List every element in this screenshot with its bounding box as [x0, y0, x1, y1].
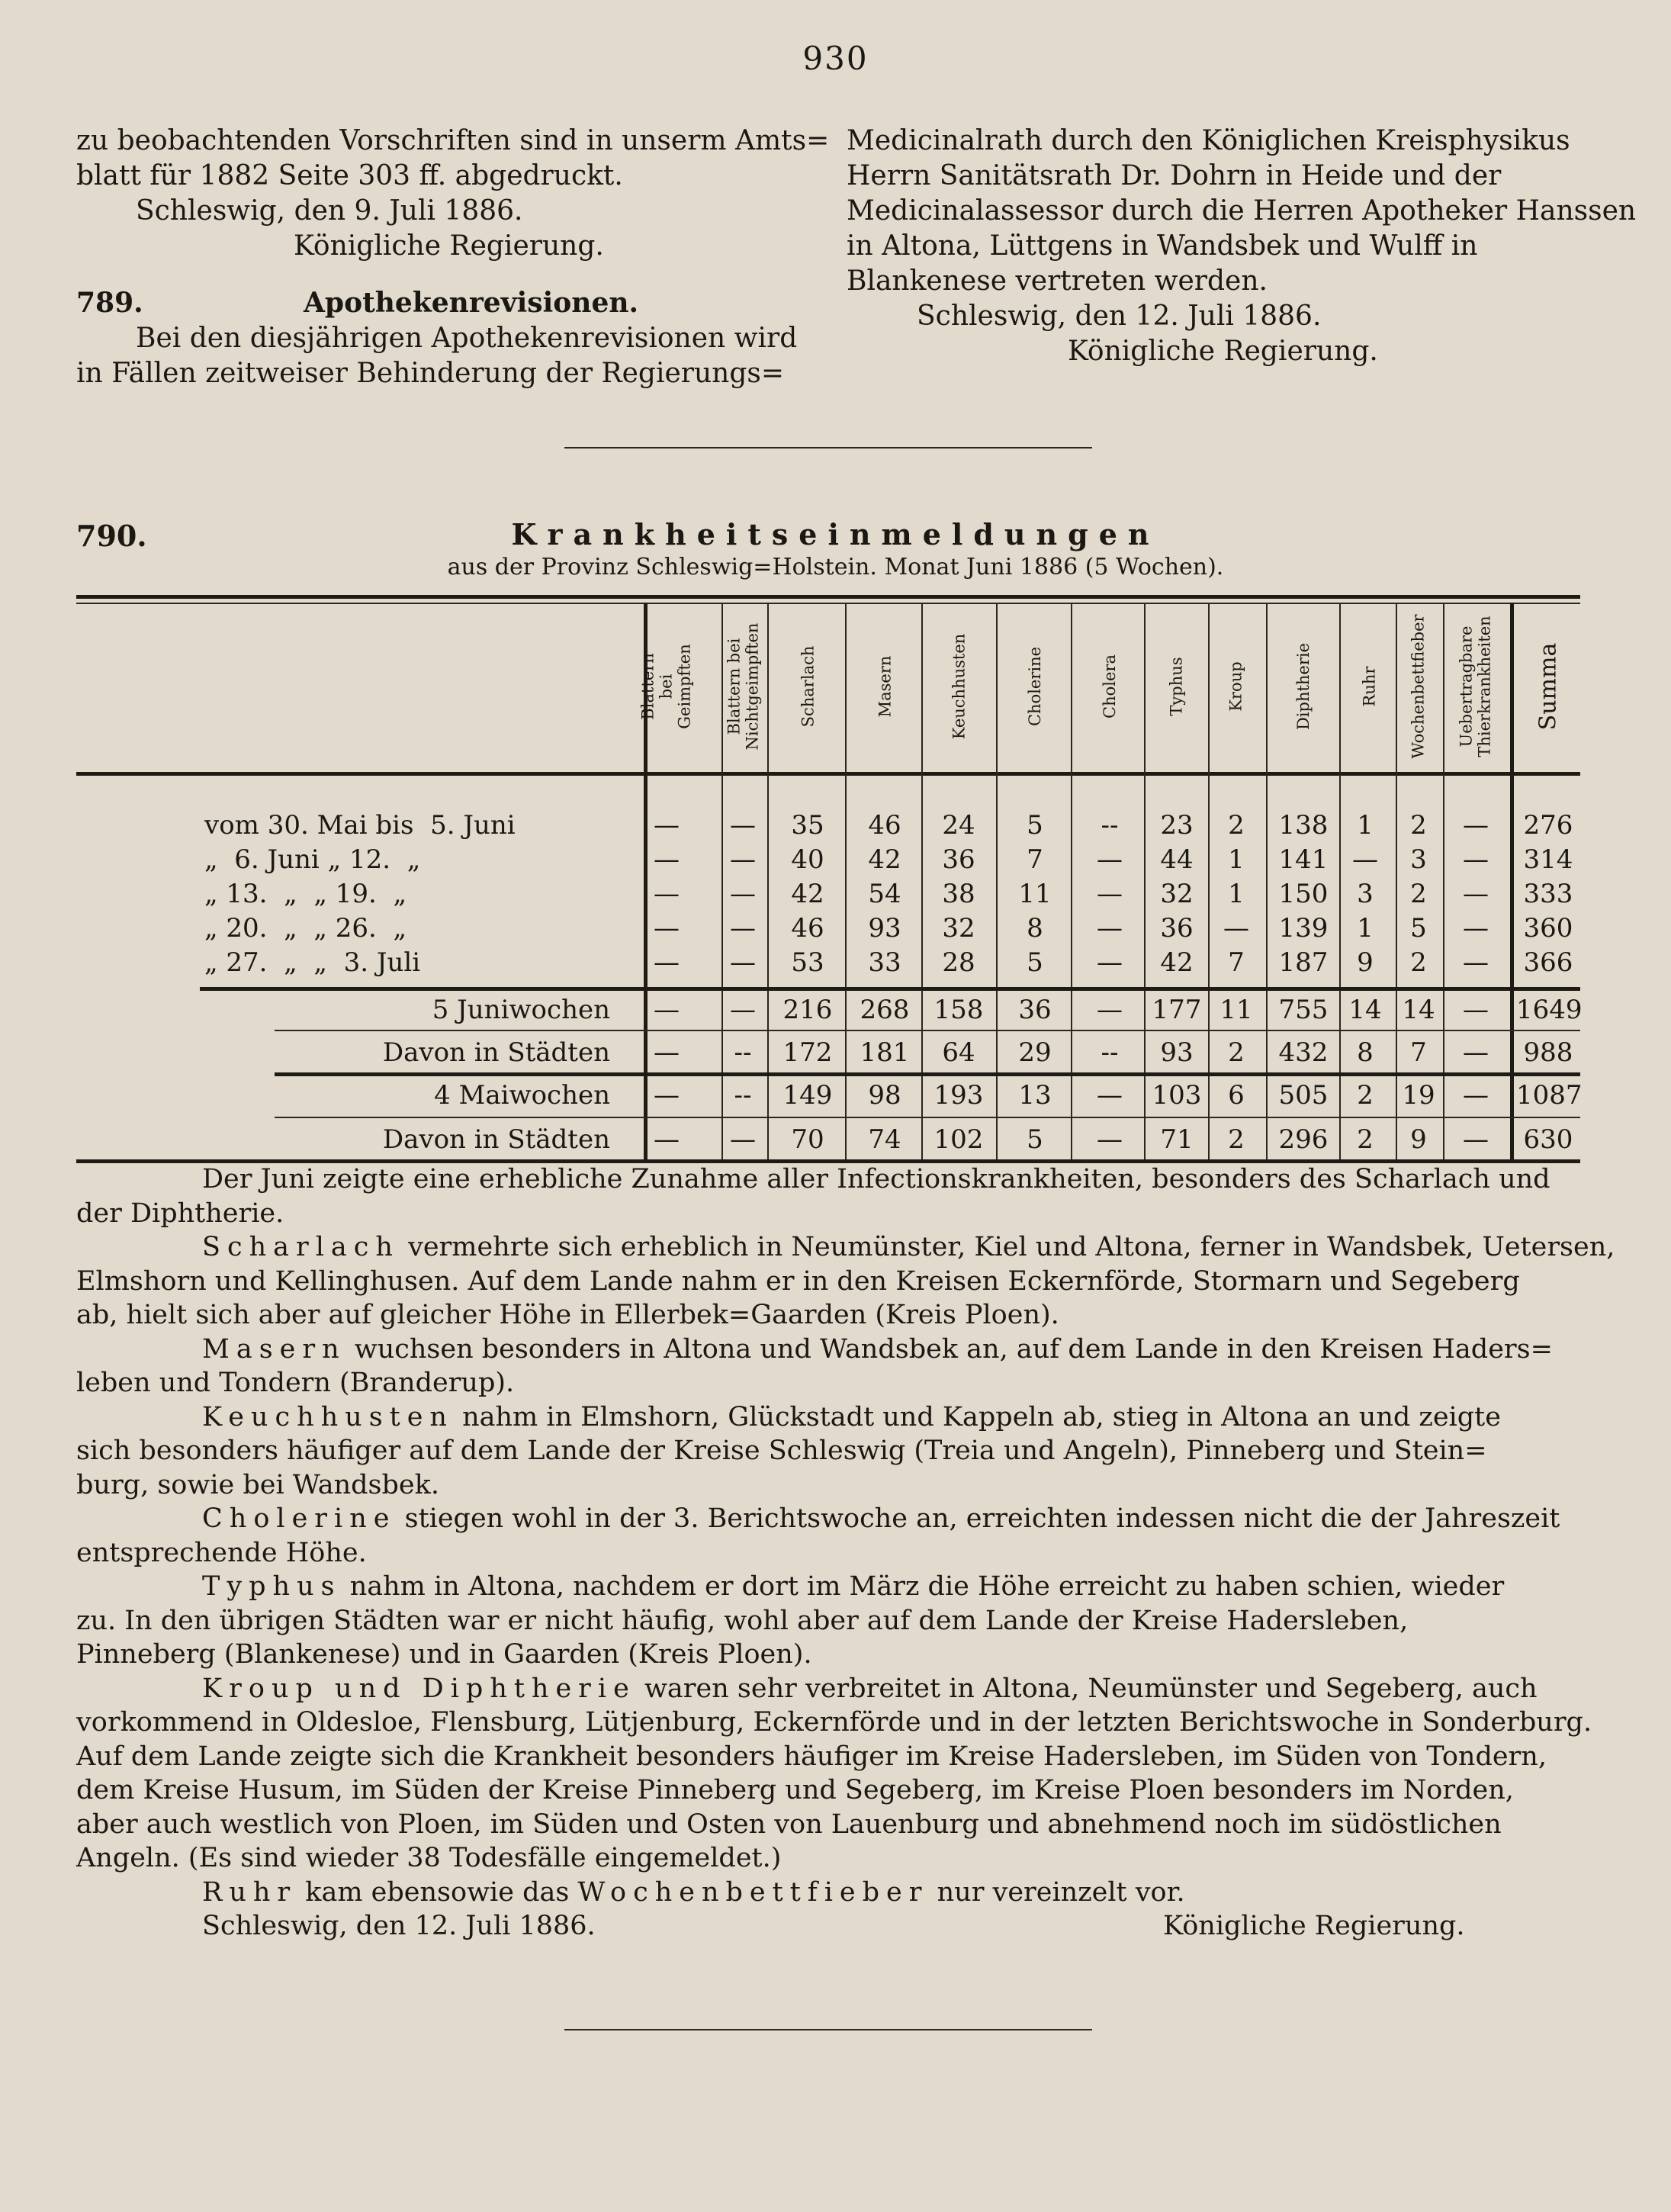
- closing-signature: Königliche Regierung.: [1163, 1911, 1465, 1941]
- table-cell: 1087: [1516, 1080, 1583, 1111]
- report-p5-line-1: [76, 1502, 1602, 1536]
- table-cell: 2: [1410, 879, 1427, 909]
- report-p2-line-1: [76, 1230, 1615, 1265]
- table-cell: —: [654, 810, 680, 841]
- right-line-4: in Altona, Lüttgens in Wandsbek und Wulff in: [847, 230, 1478, 262]
- table-cell: —: [654, 844, 680, 875]
- report-p6-line-2: zu. In den übrigen Städten war er nicht häufig, wohl aber auf dem Lande der Kreise Hadersleben,: [76, 1605, 1409, 1636]
- header-blattern-nichtgeimpft: [721, 610, 764, 763]
- table-cell: —: [654, 1080, 680, 1111]
- table-cell: 2: [1410, 810, 1427, 841]
- report-closing: [76, 1909, 1602, 1944]
- table-cell: —: [1223, 913, 1249, 944]
- table-cell: 187: [1278, 947, 1329, 978]
- right-line-2: Herrn Sanitätsrath Dr. Dohrn in Heide und der: [847, 160, 1502, 191]
- left-line-4: Königliche Regierung.: [294, 230, 604, 262]
- table-cell: 141: [1278, 844, 1329, 875]
- table-cell: 7: [1027, 844, 1043, 875]
- header-label-6: Cholera: [1100, 654, 1119, 719]
- table-cell: —: [1463, 913, 1489, 944]
- table-cell: 53: [791, 947, 824, 978]
- header-diphtherie: [1269, 610, 1338, 763]
- left-column: [76, 124, 830, 391]
- section-789-number: 789.: [76, 287, 143, 319]
- table-cell: 40: [791, 844, 824, 875]
- table-cell: 38: [942, 879, 975, 909]
- table-cell: 24: [942, 810, 975, 841]
- header-label-10: Ruhr: [1360, 666, 1378, 707]
- table-cell: 70: [791, 1124, 824, 1155]
- term-kroup: Kroup: [202, 1673, 320, 1704]
- header-wochenbettfieber: [1396, 610, 1441, 763]
- report-p4-line-2: sich besonders häufiger auf dem Lande der Kreise Schleswig (Treia und Angeln), Pinneberg und Stein=: [76, 1436, 1487, 1466]
- table-cell: —: [1463, 1037, 1489, 1068]
- table-cell: 42: [868, 844, 901, 875]
- term-typhus: Typhus: [202, 1571, 342, 1602]
- table-cell: —: [1463, 810, 1489, 841]
- table-cell: 35: [791, 810, 824, 841]
- table-cell: —: [654, 879, 680, 909]
- section-789-heading: [76, 285, 816, 321]
- report-p5-line-2: entsprechende Höhe.: [76, 1537, 367, 1568]
- table-cell: 2: [1228, 1124, 1245, 1155]
- report-p4-text-1: nahm in Elmshorn, Glückstadt und Kappeln ab, stieg in Altona an und zeigte: [453, 1401, 1501, 1432]
- table-cell: —: [654, 995, 680, 1025]
- table-cell: —: [1097, 947, 1123, 978]
- term-cholerine: Cholerine: [202, 1503, 397, 1534]
- term-wochenbettfieber: Wochenbettfieber: [577, 1876, 929, 1908]
- table-cell: 158: [934, 995, 984, 1025]
- header-label-1: Blattern bei Nichtgeimpften: [725, 622, 762, 751]
- summary-row-label: 4 Maiwochen: [434, 1080, 610, 1111]
- table-cell: 102: [934, 1124, 984, 1155]
- table-cell: 74: [868, 1124, 901, 1155]
- table-cell: 139: [1278, 913, 1329, 944]
- table-cell: —: [1097, 879, 1123, 909]
- table-cell: 2: [1357, 1124, 1374, 1155]
- table-cell: 276: [1523, 810, 1573, 841]
- right-line-1: Medicinalrath durch den Königlichen Kreisphysikus: [847, 125, 1570, 156]
- header-label-3: Masern: [875, 655, 894, 718]
- table-cell: 314: [1523, 844, 1573, 875]
- right-line-3: Medicinalassessor durch die Herren Apotheker Hanssen: [847, 195, 1637, 227]
- term-keuchhusten: Keuchhusten: [202, 1401, 454, 1432]
- term-diphtherie: Diphtherie: [422, 1673, 636, 1704]
- table-cell: —: [1352, 844, 1378, 875]
- table-cell: 64: [942, 1037, 975, 1068]
- header-cholera: [1075, 610, 1144, 763]
- header-label-4: Keuchhusten: [950, 633, 968, 740]
- report-p7-line-1: [76, 1672, 1602, 1706]
- table-cell: 216: [782, 995, 833, 1025]
- table-cell: 7: [1410, 1037, 1427, 1068]
- header-label-0: Blattern bei Geimpften: [639, 644, 694, 729]
- header-typhus: [1150, 610, 1203, 763]
- table-cell: 138: [1278, 810, 1329, 841]
- section-790-subtitle: aus der Provinz Schleswig=Holstein. Monat Juni 1886 (5 Wochen).: [447, 554, 1224, 580]
- table-cell: 93: [868, 913, 901, 944]
- table-cell: 14: [1348, 995, 1382, 1025]
- table-cell: 33: [868, 947, 901, 978]
- header-label-9: Diphtherie: [1294, 642, 1313, 731]
- header-label-5: Cholerine: [1026, 646, 1044, 727]
- table-cell: 755: [1278, 995, 1329, 1025]
- table-cell: —: [1463, 1080, 1489, 1111]
- right-line-7: Königliche Regierung.: [1068, 336, 1378, 367]
- section-789-line-2: in Fällen zeitweiser Behinderung der Regierungs=: [76, 358, 785, 389]
- table-cell: 630: [1523, 1124, 1573, 1155]
- table-cell: 2: [1228, 1037, 1245, 1068]
- summary-rule-3: [275, 1117, 1580, 1118]
- right-line-6: Schleswig, den 12. Juli 1886.: [917, 301, 1322, 332]
- report-p7-line-4: dem Kreise Husum, im Süden der Kreise Pinneberg und Segeberg, im Kreise Ploen besonders im Norden,: [76, 1775, 1514, 1805]
- separator-top: [564, 447, 1092, 449]
- weeks-bottom-rule: [200, 987, 1580, 991]
- header-masern: [848, 610, 921, 763]
- table-cell: 505: [1278, 1080, 1329, 1111]
- report-p4-line-3: burg, sowie bei Wandsbek.: [76, 1469, 439, 1500]
- left-line-3: Schleswig, den 9. Juli 1886.: [136, 195, 523, 227]
- table-cell: 1649: [1516, 995, 1583, 1025]
- week-row-label: „ 6. Juni „ 12. „: [204, 844, 421, 875]
- right-column: [847, 124, 1637, 369]
- table-cell: 149: [782, 1080, 833, 1111]
- table-cell: 36: [942, 844, 975, 875]
- table-cell: —: [730, 879, 756, 909]
- table-cell: 103: [1152, 1080, 1202, 1111]
- week-row-label: „ 13. „ „ 19. „: [204, 879, 407, 909]
- summary-rule-2: [275, 1072, 1580, 1076]
- header-thierkrankheiten: [1445, 610, 1506, 763]
- table-cell: 71: [1160, 1124, 1194, 1155]
- table-cell: —: [1097, 995, 1123, 1025]
- term-scharlach: Scharlach: [202, 1232, 400, 1262]
- table-cell: 1: [1228, 879, 1245, 909]
- report-text: [76, 1162, 1615, 1944]
- table-cell: 1: [1357, 913, 1374, 944]
- table-cell: —: [1463, 879, 1489, 909]
- table-cell: --: [1101, 1037, 1119, 1068]
- table-cell: 360: [1523, 913, 1573, 944]
- table-cell: —: [730, 995, 756, 1025]
- report-p8-end: nur vereinzelt vor.: [928, 1876, 1185, 1908]
- report-p1-line-1: Der Juni zeigte eine erhebliche Zunahme aller Infectionskrankheiten, besonders des Scharlach und: [202, 1164, 1550, 1194]
- table-cell: 432: [1278, 1037, 1329, 1068]
- table-cell: 13: [1018, 1080, 1052, 1111]
- table-cell: 150: [1278, 879, 1329, 909]
- table-cell: 5: [1027, 947, 1043, 978]
- summary-row-label: Davon in Städten: [382, 1037, 610, 1068]
- table-cell: 366: [1523, 947, 1573, 978]
- table-cell: 19: [1402, 1080, 1435, 1111]
- table-cell: —: [1463, 995, 1489, 1025]
- term-masern: Masern: [202, 1333, 346, 1365]
- table-cell: 193: [934, 1080, 984, 1111]
- table-cell: —: [1463, 1124, 1489, 1155]
- report-p6-line-1: [76, 1570, 1602, 1604]
- table-cell: 5: [1027, 810, 1043, 841]
- header-bottom-rule: [76, 772, 1580, 776]
- report-p2-text-1: vermehrte sich erheblich in Neumünster, Kiel und Altona, ferner in Wandsbek, Uetersen,: [399, 1232, 1615, 1262]
- report-p2-line-3: ab, hielt sich aber auf gleicher Höhe in Ellerbek=Gaarden (Kreis Ploen).: [76, 1300, 1059, 1330]
- report-p7-line-5: aber auch westlich von Ploen, im Süden und Osten von Lauenburg und abnehmend noch im südöstlichen: [76, 1809, 1502, 1840]
- table-cell: 14: [1402, 995, 1435, 1025]
- table-cell: 29: [1018, 1037, 1052, 1068]
- table-cell: 36: [1018, 995, 1052, 1025]
- page-number: 930: [802, 40, 869, 77]
- table-cell: 8: [1027, 913, 1043, 944]
- header-ruhr: [1342, 610, 1396, 763]
- table-cell: 32: [1160, 879, 1194, 909]
- table-cell: 7: [1228, 947, 1245, 978]
- report-p6-line-3: Pinneberg (Blankenese) und in Gaarden (Kreis Ploen).: [76, 1639, 812, 1670]
- table-top-rule-2: [76, 603, 1580, 604]
- table-cell: 1: [1228, 844, 1245, 875]
- table-cell: 9: [1410, 1124, 1427, 1155]
- summary-rule-1: [275, 1030, 1580, 1031]
- table-cell: 36: [1160, 913, 1194, 944]
- table-cell: 268: [860, 995, 910, 1025]
- table-cell: —: [654, 913, 680, 944]
- table-cell: 32: [942, 913, 975, 944]
- header-label-7: Typhus: [1168, 657, 1187, 716]
- table-cell: 44: [1160, 844, 1194, 875]
- table-cell: 2: [1228, 810, 1245, 841]
- table-cell: 1: [1357, 810, 1374, 841]
- table-cell: —: [1463, 844, 1489, 875]
- term-ruhr: Ruhr: [202, 1876, 297, 1908]
- section-789-line-1: Bei den diesjährigen Apothekenrevisionen wird: [136, 323, 798, 354]
- table-cell: 6: [1228, 1080, 1245, 1111]
- table-cell: 2: [1357, 1080, 1374, 1111]
- table-cell: --: [1101, 810, 1119, 841]
- right-line-5: Blankenese vertreten werden.: [847, 265, 1268, 297]
- closing-place-date: Schleswig, den 12. Juli 1886.: [202, 1911, 596, 1941]
- left-line-1: zu beobachtenden Vorschriften sind in unserm Amts=: [76, 125, 830, 156]
- table-cell: 11: [1220, 995, 1253, 1025]
- table-cell: --: [734, 1037, 752, 1068]
- header-cholerine: [1001, 610, 1069, 763]
- header-blattern-geimpft: [639, 610, 694, 763]
- header-label-8: Kroup: [1227, 661, 1245, 712]
- table-cell: —: [1097, 913, 1123, 944]
- header-label-2: Scharlach: [799, 645, 818, 728]
- table-cell: 8: [1357, 1037, 1374, 1068]
- table-cell: —: [1097, 1124, 1123, 1155]
- table-cell: 46: [791, 913, 824, 944]
- table-top-rule: [76, 595, 1580, 599]
- section-789-title: Apothekenrevisionen.: [304, 287, 639, 319]
- report-p8-line-1: [76, 1876, 1602, 1910]
- week-row-label: „ 27. „ „ 3. Juli: [204, 947, 421, 978]
- table-cell: 296: [1278, 1124, 1329, 1155]
- table-cell: --: [734, 1080, 752, 1111]
- table-cell: 181: [860, 1037, 910, 1068]
- table-cell: —: [730, 1124, 756, 1155]
- table-cell: —: [654, 947, 680, 978]
- header-label-13: Summa: [1534, 642, 1561, 731]
- report-p5-text-1: stiegen wohl in der 3. Berichtswoche an, erreichten indessen nicht die der Jahreszeit: [396, 1503, 1560, 1534]
- left-line-2: blatt für 1882 Seite 303 ff. abgedruckt.: [76, 160, 623, 191]
- header-scharlach: [773, 610, 842, 763]
- table-cell: 172: [782, 1037, 833, 1068]
- report-p7-line-2: vorkommend in Oldesloe, Flensburg, Lütjenburg, Eckernförde und in der letzten Berichtswoche in Sonderburg.: [76, 1707, 1592, 1738]
- table-cell: 28: [942, 947, 975, 978]
- summary-row-label: Davon in Städten: [382, 1124, 610, 1155]
- table-cell: 3: [1410, 844, 1427, 875]
- report-p3-line-1: [76, 1333, 1602, 1367]
- report-p7-text-1: waren sehr verbreitet in Altona, Neumünster und Segeberg, auch: [635, 1673, 1538, 1704]
- report-p3-line-2: leben und Tondern (Branderup).: [76, 1368, 515, 1398]
- section-790-number: 790.: [76, 519, 147, 553]
- report-p2-line-2: Elmshorn und Kellinghusen. Auf dem Lande nahm er in den Kreisen Eckernförde, Stormarn und Segeberg: [76, 1265, 1520, 1297]
- table-cell: 23: [1160, 810, 1194, 841]
- table-cell: 333: [1523, 879, 1573, 909]
- section-790-title: Krankheitseinmeldungen: [511, 517, 1160, 551]
- table-cell: —: [730, 810, 756, 841]
- report-p8-mid: kam ebensowie das: [297, 1876, 578, 1908]
- report-p7-und: und: [319, 1673, 423, 1704]
- table-cell: 5: [1027, 1124, 1043, 1155]
- header-label-12: Uebertragbare Thierkrankheiten: [1457, 616, 1495, 757]
- table-cell: 11: [1018, 879, 1052, 909]
- table-cell: 54: [868, 879, 901, 909]
- table-cell: 42: [1160, 947, 1194, 978]
- table-cell: —: [730, 947, 756, 978]
- table-cell: 98: [868, 1080, 901, 1111]
- header-keuchhusten: [924, 610, 993, 763]
- header-summa: [1516, 610, 1580, 763]
- table-cell: 5: [1410, 913, 1427, 944]
- report-p3-text-1: wuchsen besonders in Altona und Wandsbek an, auf dem Lande in den Kreisen Haders=: [345, 1333, 1553, 1365]
- table-cell: —: [730, 913, 756, 944]
- separator-bottom: [564, 2029, 1092, 2030]
- header-label-11: Wochenbettfieber: [1409, 614, 1428, 759]
- report-p7-line-6: Angeln. (Es sind wieder 38 Todesfälle eingemeldet.): [76, 1843, 782, 1873]
- table-cell: —: [654, 1037, 680, 1068]
- report-p1-line-2: der Diphtherie.: [76, 1198, 284, 1229]
- table-cell: 988: [1523, 1037, 1573, 1068]
- table-cell: 9: [1357, 947, 1374, 978]
- header-kroup: [1210, 610, 1263, 763]
- table-cell: 93: [1160, 1037, 1194, 1068]
- week-row-label: „ 20. „ „ 26. „: [204, 913, 407, 944]
- table-cell: —: [1097, 844, 1123, 875]
- table-cell: 46: [868, 810, 901, 841]
- table-cell: 42: [791, 879, 824, 909]
- table-cell: —: [1097, 1080, 1123, 1111]
- table-cell: —: [654, 1124, 680, 1155]
- report-p7-line-3: Auf dem Lande zeigte sich die Krankheit besonders häufiger im Kreise Hadersleben, im Süden von Tondern,: [76, 1741, 1547, 1772]
- report-p6-text-1: nahm in Altona, nachdem er dort im März die Höhe erreicht zu haben schien, wieder: [341, 1571, 1505, 1602]
- table-cell: 3: [1357, 879, 1374, 909]
- table-cell: 177: [1152, 995, 1202, 1025]
- table-cell: —: [730, 844, 756, 875]
- report-p4-line-1: [76, 1400, 1602, 1435]
- summary-row-label: 5 Juniwochen: [432, 995, 610, 1025]
- week-row-label: vom 30. Mai bis 5. Juni: [204, 810, 516, 841]
- table-cell: —: [1463, 947, 1489, 978]
- table-cell: 2: [1410, 947, 1427, 978]
